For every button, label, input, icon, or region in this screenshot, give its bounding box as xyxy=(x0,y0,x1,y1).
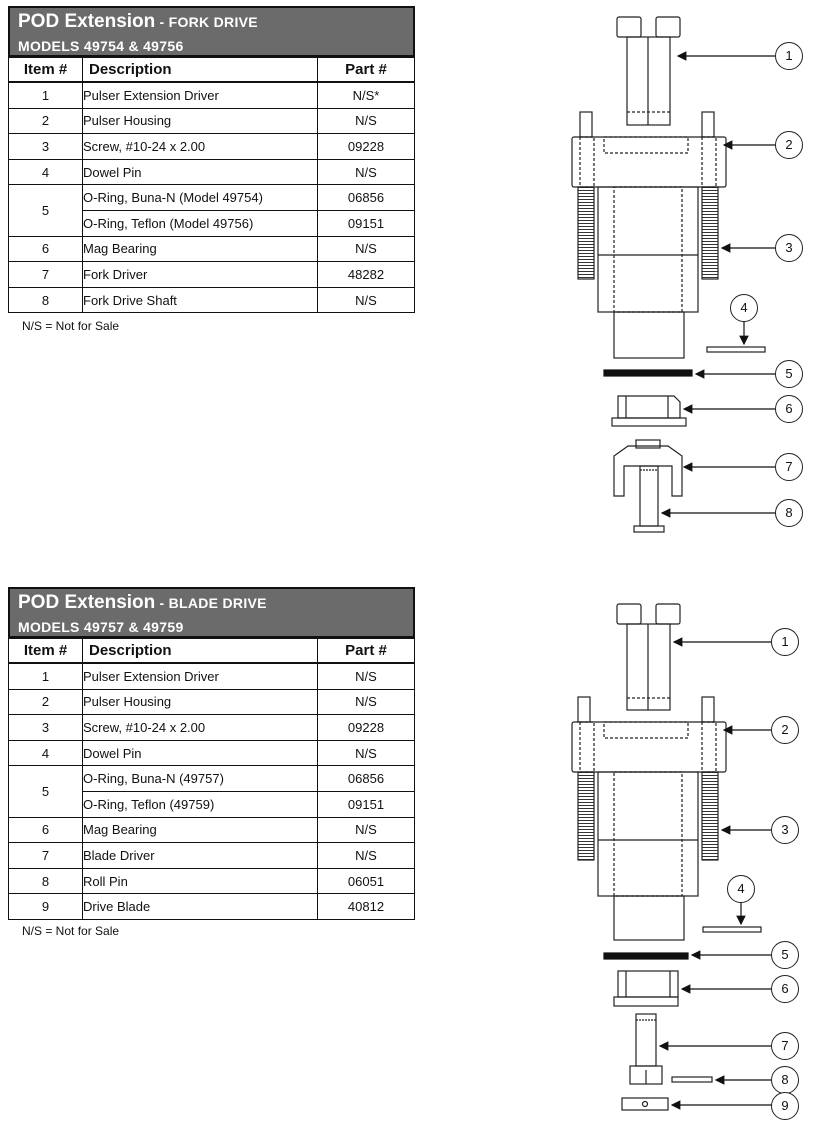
item-cell: 5 xyxy=(9,185,83,236)
item-cell: 8 xyxy=(9,868,83,894)
dowel-pin-drawing xyxy=(707,347,765,352)
description-cell: Screw, #10-24 x 2.00 xyxy=(83,715,318,741)
column-header-description: Description xyxy=(83,58,318,83)
item-cell: 2 xyxy=(9,108,83,134)
callout-blade-6: 6 xyxy=(771,975,799,1003)
item-cell: 7 xyxy=(9,262,83,288)
description-cell: Dowel Pin xyxy=(83,740,318,766)
callout-blade-1: 1 xyxy=(771,628,799,656)
callout-fork-5: 5 xyxy=(775,360,803,388)
dowel-pin-drawing xyxy=(703,927,761,932)
part-cell: N/S xyxy=(318,236,415,262)
fork-note: N/S = Not for Sale xyxy=(22,319,120,333)
callout-blade-8: 8 xyxy=(771,1066,799,1094)
description-cell: O-Ring, Teflon (Model 49756) xyxy=(83,210,318,236)
callout-fork-6: 6 xyxy=(775,395,803,423)
part-cell: N/S xyxy=(318,817,415,843)
description-cell: Dowel Pin xyxy=(83,159,318,185)
description-cell: Drive Blade xyxy=(83,894,318,920)
description-cell: Pulser Extension Driver xyxy=(83,82,318,108)
o-ring-drawing xyxy=(604,370,692,376)
fork-driver-drawing xyxy=(614,440,682,496)
part-cell: 09228 xyxy=(318,134,415,160)
column-header-description: Description xyxy=(83,639,318,664)
roll-pin-drawing xyxy=(672,1077,712,1082)
description-cell: Pulser Extension Driver xyxy=(83,663,318,689)
callout-fork-1: 1 xyxy=(775,42,803,70)
callout-fork-4: 4 xyxy=(730,294,758,322)
description-cell: Fork Drive Shaft xyxy=(83,287,318,313)
callout-fork-3: 3 xyxy=(775,234,803,262)
part-cell: N/S xyxy=(318,108,415,134)
description-cell: Screw, #10-24 x 2.00 xyxy=(83,134,318,160)
part-cell: 06856 xyxy=(318,766,415,792)
description-cell: Mag Bearing xyxy=(83,236,318,262)
callout-blade-9: 9 xyxy=(771,1092,799,1120)
description-cell: O-Ring, Teflon (49759) xyxy=(83,791,318,817)
part-cell: 48282 xyxy=(318,262,415,288)
fork-drive-diagram xyxy=(572,17,765,532)
part-cell: 40812 xyxy=(318,894,415,920)
blade-driver-drawing xyxy=(630,1014,662,1084)
column-header-item: Item # xyxy=(9,58,83,83)
item-cell: 9 xyxy=(9,894,83,920)
item-cell: 2 xyxy=(9,689,83,715)
mag-bearing-drawing xyxy=(612,396,686,426)
callout-blade-3: 3 xyxy=(771,816,799,844)
pulser-extension-driver-drawing xyxy=(617,17,680,125)
item-cell: 8 xyxy=(9,287,83,313)
fork-title: POD Extension xyxy=(18,11,156,32)
part-cell: N/S* xyxy=(318,82,415,108)
item-cell: 6 xyxy=(9,236,83,262)
fork-leader-lines xyxy=(662,56,775,513)
drive-blade-drawing xyxy=(622,1098,668,1110)
part-cell: 06856 xyxy=(318,185,415,211)
column-header-item: Item # xyxy=(9,639,83,664)
fork-models: MODELS 49754 & 49756 xyxy=(18,38,184,54)
part-cell: N/S xyxy=(318,159,415,185)
callout-blade-2: 2 xyxy=(771,716,799,744)
screw-drawing xyxy=(578,772,718,860)
blade-leader-lines xyxy=(660,642,775,1105)
part-cell: 09228 xyxy=(318,715,415,741)
blade-title: POD Extension xyxy=(18,592,156,613)
item-cell: 3 xyxy=(9,134,83,160)
part-cell: 09151 xyxy=(318,791,415,817)
item-cell: 6 xyxy=(9,817,83,843)
blade-note: N/S = Not for Sale xyxy=(22,924,120,938)
fork-drive-shaft-drawing xyxy=(634,466,664,532)
part-cell: N/S xyxy=(318,843,415,869)
callout-fork-2: 2 xyxy=(775,131,803,159)
blade-drive-diagram xyxy=(572,604,761,1110)
item-cell: 5 xyxy=(9,766,83,817)
fork-subtitle: - FORK DRIVE xyxy=(155,14,258,30)
screw-drawing xyxy=(578,187,718,279)
callout-blade-4: 4 xyxy=(727,875,755,903)
description-cell: Fork Driver xyxy=(83,262,318,288)
description-cell: O-Ring, Buna-N (49757) xyxy=(83,766,318,792)
item-cell: 4 xyxy=(9,159,83,185)
mag-bearing-drawing xyxy=(614,971,678,1006)
column-header-part: Part # xyxy=(318,639,415,664)
item-cell: 1 xyxy=(9,82,83,108)
part-cell: N/S xyxy=(318,663,415,689)
blade-subtitle: - BLADE DRIVE xyxy=(155,595,267,611)
item-cell: 3 xyxy=(9,715,83,741)
callout-blade-7: 7 xyxy=(771,1032,799,1060)
part-cell: N/S xyxy=(318,740,415,766)
blade-models: MODELS 49757 & 49759 xyxy=(18,619,184,635)
item-cell: 7 xyxy=(9,843,83,869)
description-cell: Mag Bearing xyxy=(83,817,318,843)
callout-fork-7: 7 xyxy=(775,453,803,481)
description-cell: O-Ring, Buna-N (Model 49754) xyxy=(83,185,318,211)
part-cell: N/S xyxy=(318,689,415,715)
part-cell: 06051 xyxy=(318,868,415,894)
description-cell: Pulser Housing xyxy=(83,689,318,715)
description-cell: Roll Pin xyxy=(83,868,318,894)
column-header-part: Part # xyxy=(318,58,415,83)
item-cell: 4 xyxy=(9,740,83,766)
part-cell: N/S xyxy=(318,287,415,313)
callout-blade-5: 5 xyxy=(771,941,799,969)
part-cell: 09151 xyxy=(318,210,415,236)
callout-fork-8: 8 xyxy=(775,499,803,527)
item-cell: 1 xyxy=(9,663,83,689)
pulser-extension-driver-drawing xyxy=(617,604,680,710)
description-cell: Pulser Housing xyxy=(83,108,318,134)
o-ring-drawing xyxy=(604,953,688,959)
description-cell: Blade Driver xyxy=(83,843,318,869)
